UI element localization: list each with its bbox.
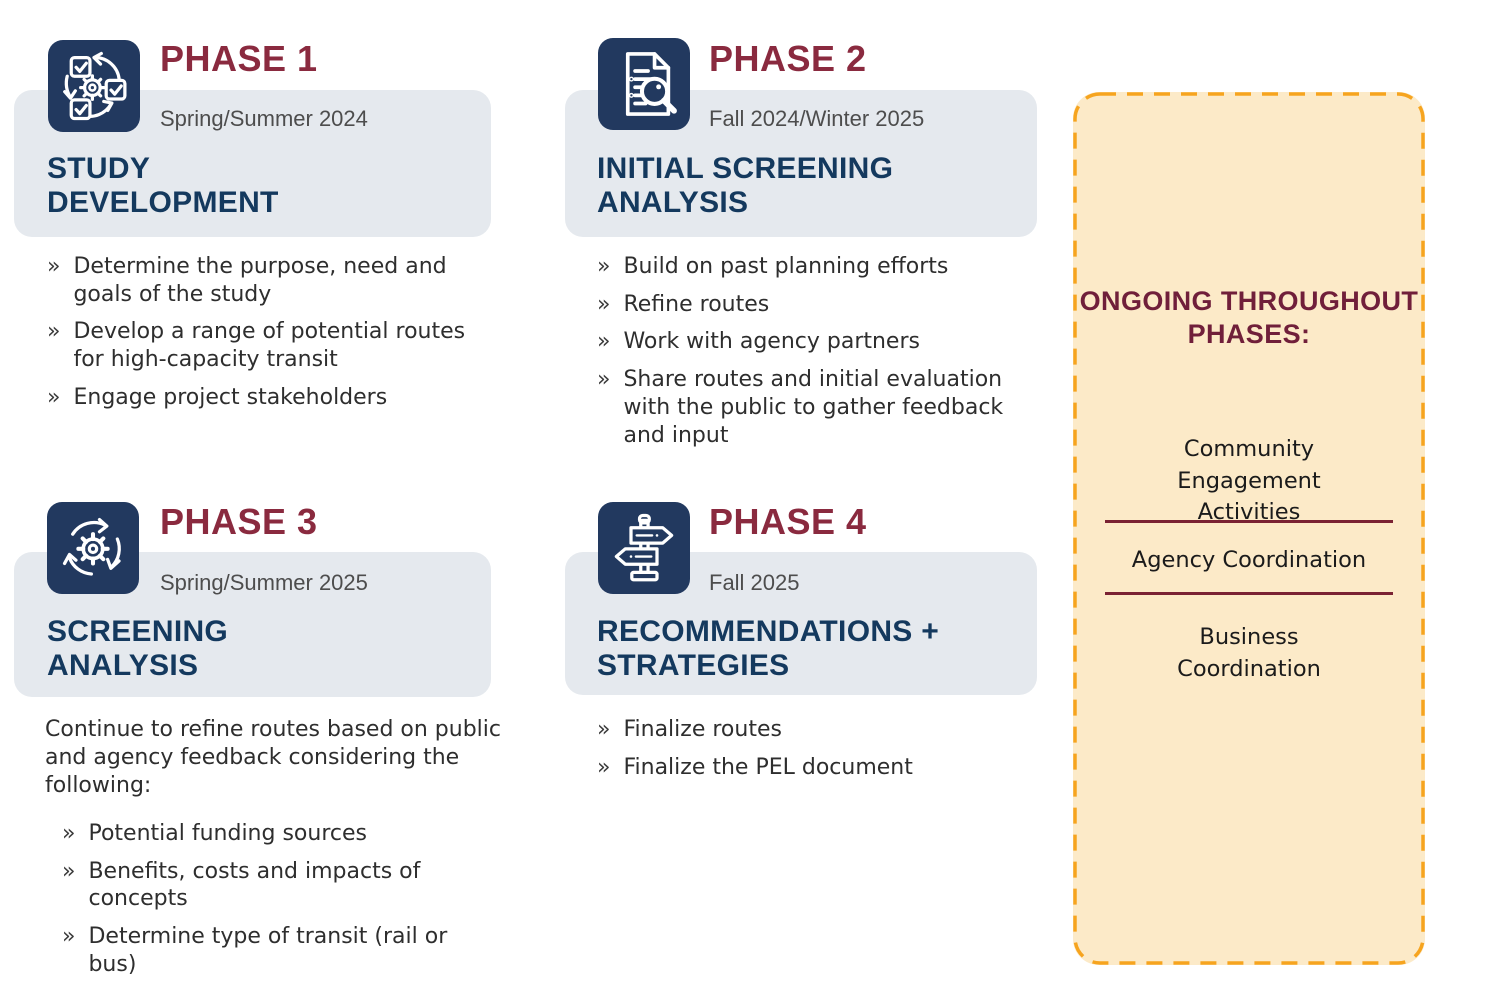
list-item (47, 384, 487, 412)
divider (1105, 520, 1393, 523)
list-item (597, 253, 1042, 281)
phase-1-timeframe: Spring/Summer 2024 (160, 106, 368, 131)
phase-3-icon-tile (47, 502, 139, 594)
chevron-bullet-icon: » (62, 924, 76, 950)
bullet-text: Determine type of transit (rail or bus) (88, 924, 448, 977)
bullet-text: Determine the purpose, need and goals of the study (73, 254, 447, 307)
bullet-text: Benefits, costs and impacts of concepts (88, 858, 421, 912)
phase-3-heading: SCREENING ANALYSIS (47, 615, 229, 682)
chevron-bullet-icon: » (597, 254, 611, 279)
bullet-text: Refine routes (623, 291, 770, 317)
bullet-text: Work with agency partners (623, 329, 920, 355)
list-item (47, 318, 487, 373)
phase-2-title: PHASE 2 (709, 38, 867, 79)
ongoing-item-agency-coordination: Agency Coordination (1131, 547, 1367, 573)
chevron-bullet-icon: » (597, 754, 611, 780)
bullet-text: Engage project stakeholders (73, 384, 388, 410)
bullet-text: Finalize routes (623, 717, 782, 742)
phase-3-intro-text: Continue to refine routes based on public and agency feedback considering the following: (45, 717, 501, 799)
divider (1105, 592, 1393, 595)
ongoing-panel (1073, 92, 1425, 965)
list-item (62, 820, 482, 848)
chevron-bullet-icon: » (62, 858, 76, 884)
phase-3-timeframe: Spring/Summer 2025 (160, 570, 368, 595)
bullet-text: Potential funding sources (88, 821, 367, 846)
list-item (62, 923, 482, 978)
phase-4-title: PHASE 4 (709, 501, 867, 542)
phase-4-bullet-list (597, 716, 1037, 781)
bullet-text: Finalize the PEL document (623, 754, 913, 780)
list-item (597, 291, 1042, 319)
phase-4-icon-tile (598, 502, 690, 594)
phase-2-timeframe: Fall 2024/Winter 2025 (709, 106, 925, 131)
phase-1-heading: STUDY DEVELOPMENT (47, 152, 279, 219)
chevron-bullet-icon: » (597, 367, 611, 393)
dashed-border (1073, 92, 1425, 965)
phase-1-title: PHASE 1 (160, 38, 318, 79)
ongoing-item-community-engagement: Community Engagement Activities (1177, 436, 1321, 525)
workflow-checklist-cycle-icon (55, 47, 133, 125)
chevron-bullet-icon: » (47, 384, 61, 410)
chevron-bullet-icon: » (597, 329, 611, 355)
list-item (47, 253, 487, 308)
phase-4-timeframe: Fall 2025 (709, 570, 800, 595)
phase-3-bullet-list (62, 820, 482, 979)
ongoing-panel-title: ONGOING THROUGHOUT PHASES: (1079, 286, 1419, 349)
gear-cycle-icon (54, 509, 132, 587)
chevron-bullet-icon: » (62, 821, 76, 846)
chevron-bullet-icon: » (597, 717, 611, 742)
phase-1-icon-tile (48, 40, 140, 132)
signpost-icon (605, 509, 683, 587)
ongoing-item-business-coordination: Business Coordination (1177, 624, 1321, 682)
list-item (597, 328, 1042, 356)
phase-4-heading: RECOMMENDATIONS + STRATEGIES (597, 615, 940, 682)
document-search-icon (605, 45, 683, 123)
bullet-text: Share routes and initial evaluation with the public to gather feedback and input (623, 367, 1004, 448)
phase-2-heading: INITIAL SCREENING ANALYSIS (597, 152, 894, 219)
chevron-bullet-icon: » (47, 254, 61, 279)
phase-2-bullet-list (597, 253, 1042, 449)
list-item (597, 754, 1037, 782)
chevron-bullet-icon: » (47, 319, 61, 345)
list-item (597, 716, 1037, 744)
list-item (597, 366, 1042, 449)
phase-1-bullet-list (47, 253, 487, 412)
phase-3-title: PHASE 3 (160, 501, 318, 542)
bullet-text: Build on past planning efforts (623, 254, 949, 279)
phase-2-icon-tile (598, 38, 690, 130)
bullet-text: Develop a range of potential routes for high-capacity transit (73, 319, 466, 373)
list-item (62, 858, 482, 913)
chevron-bullet-icon: » (597, 291, 611, 317)
